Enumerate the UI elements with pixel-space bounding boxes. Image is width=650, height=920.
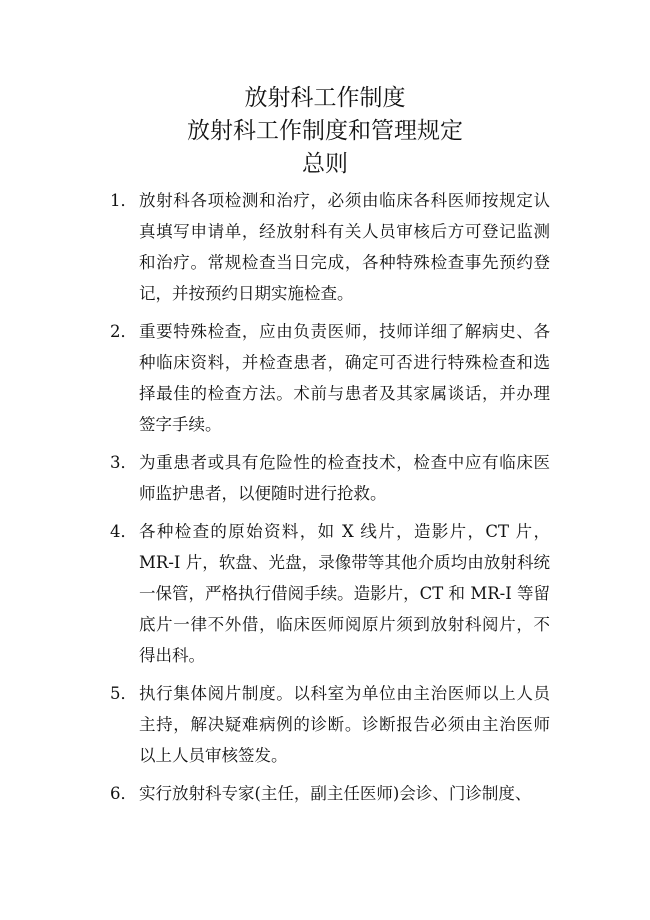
- list-item-number: 1．: [110, 191, 137, 210]
- list-item-text: 实行放射科专家(主任，副主任医师)会诊、门诊制度、: [139, 784, 532, 803]
- list-item-text: 各种检查的原始资料，如 X 线片，造影片，CT 片，MR-I 片，软盘、光盘，录像带等其他介质均由放射科统一保管，严格执行借阅手续。造影片，CT 和 MR-I 等留底片一律不外借，临床医师阅原片须到放射科阅片，不得出科。: [139, 522, 550, 665]
- rules-list: [104, 185, 550, 816]
- list-item-number: 4．: [110, 522, 137, 541]
- section-heading: 总则: [302, 151, 348, 177]
- list-item-number: 3．: [110, 453, 137, 472]
- document-subtitle: 放射科工作制度和管理规定: [187, 118, 463, 144]
- list-item-text: 重要特殊检查，应由负责医师，技师详细了解病史、各种临床资料，并检查患者，确定可否进行特殊检查和选择最佳的检查方法。术前与患者及其家属谈话，并办理签字手续。: [139, 322, 550, 434]
- list-item-number: 5．: [110, 684, 137, 703]
- list-item: [104, 316, 550, 440]
- list-item-number: 2．: [110, 322, 137, 341]
- document-title: 放射科工作制度: [244, 85, 406, 111]
- list-item: [104, 516, 550, 671]
- list-item: [104, 778, 550, 809]
- list-item: [104, 185, 550, 309]
- list-item: [104, 678, 550, 771]
- list-item-text: 为重患者或具有危险性的检查技术，检查中应有临床医师监护患者，以便随时进行抢救。: [139, 453, 550, 503]
- list-item-text: 放射科各项检测和治疗，必须由临床各科医师按规定认真填写申请单，经放射科有关人员审核后方可登记监测和治疗。常规检查当日完成，各种特殊检查事先预约登记，并按预约日期实施检查。: [139, 191, 550, 303]
- list-item: [104, 447, 550, 509]
- list-item-number: 6．: [110, 784, 137, 803]
- list-item-text: 执行集体阅片制度。以科室为单位由主治医师以上人员主持，解决疑难病例的诊断。诊断报告必须由主治医师以上人员审核签发。: [139, 684, 550, 765]
